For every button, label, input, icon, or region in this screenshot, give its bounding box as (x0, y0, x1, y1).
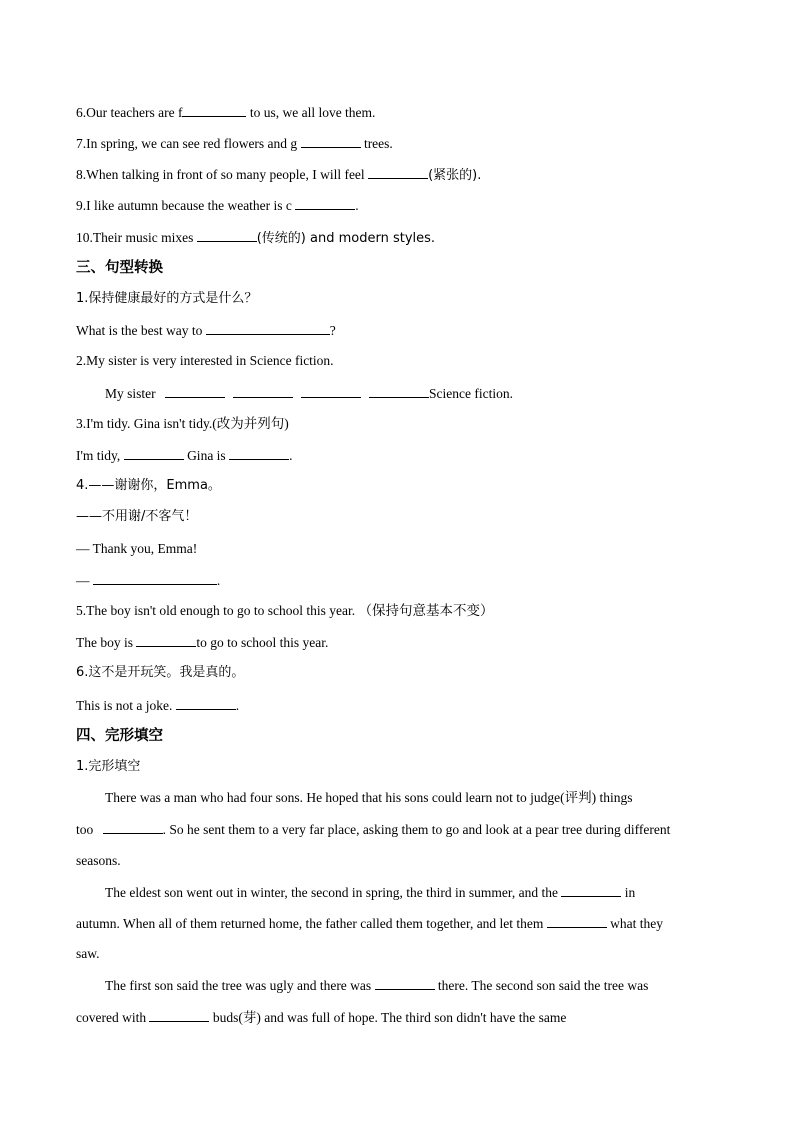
s3-q6-text-b: . (235, 698, 240, 713)
answer-blank[interactable] (295, 195, 355, 210)
answer-blank[interactable] (301, 383, 361, 398)
answer-blank[interactable] (176, 695, 236, 710)
q10-text-b: (传统的) and modern styles. (256, 231, 436, 246)
cloze-text: what they (606, 916, 664, 931)
answer-blank[interactable] (547, 913, 607, 928)
q6-text-a: 6.Our teachers are f (76, 105, 183, 120)
s3-q5-text-b: to go to school this year. (196, 635, 329, 650)
answer-blank[interactable] (369, 383, 429, 398)
answer-blank[interactable] (182, 102, 246, 117)
answer-blank[interactable] (206, 320, 330, 335)
cloze-text: . So he sent them to a very far place, asking them to go and look at a pear tree during different (162, 822, 671, 837)
cloze-text: covered with (76, 1010, 150, 1025)
answer-blank[interactable] (197, 227, 257, 242)
cloze-text: The eldest son went out in winter, the second in spring, the third in summer, and the (105, 885, 562, 900)
s3-q6-text-a: This is not a joke. (76, 698, 176, 713)
cloze-p1-line1: There was a man who had four sons. He hoped that his sons could learn not to judge(评判) things (105, 790, 633, 805)
s3-q3-text: 3.I'm tidy. Gina isn't tidy.(改为并列句) (76, 416, 289, 431)
fill-in-q6 (76, 102, 375, 123)
q6-text-b: to us, we all love them. (246, 105, 376, 120)
s3-q1-prompt: 1.保持健康最好的方式是什么？ (76, 291, 258, 306)
s3-q6-prompt: 6.这不是开玩笑。我是真的。 (76, 665, 245, 680)
s3-q2-prompt: 2.My sister is very interested in Science fiction. (76, 353, 334, 368)
q8-text-a: 8.When talking in front of so many people, I will feel (76, 167, 369, 182)
fill-in-q7 (76, 133, 393, 154)
s3-q3-prompt (76, 414, 289, 434)
fill-in-q10 (76, 227, 435, 249)
answer-blank[interactable] (124, 445, 184, 460)
s3-q1-text-b: ? (329, 323, 336, 338)
section3-heading: 三、句型转换 (76, 260, 163, 276)
cloze-text: there. The second son said the tree was (434, 978, 649, 993)
q8-text-b: (紧张的). (428, 168, 482, 183)
fill-in-q8 (76, 164, 481, 186)
cloze-text: The first son said the tree was ugly and there was (105, 978, 375, 993)
s3-q2-text-b: Science fiction. (429, 386, 513, 401)
cloze-p2-line1 (105, 882, 635, 903)
cloze-p1-line3: seasons. (76, 853, 121, 868)
cloze-p2-line2 (76, 913, 663, 934)
answer-blank[interactable] (229, 445, 289, 460)
s3-q3-text-b: Gina is (183, 448, 230, 463)
s3-q1-text-a: What is the best way to (76, 323, 206, 338)
answer-blank[interactable] (149, 1007, 209, 1022)
s3-q4-cn-line2: ——不用谢/不客气！ (76, 509, 198, 524)
s3-q1-line (76, 320, 336, 341)
s3-q4-en-line1: — Thank you, Emma! (76, 541, 198, 556)
s3-q2-line (105, 383, 513, 404)
answer-blank[interactable] (561, 882, 621, 897)
cloze-p1-line2 (76, 819, 670, 840)
s3-q3-text-c: . (289, 448, 293, 463)
answer-blank[interactable] (368, 164, 428, 179)
section4-heading: 四、完形填空 (76, 728, 163, 744)
cloze-p3-line2 (76, 1007, 566, 1028)
answer-blank[interactable] (136, 632, 196, 647)
answer-blank[interactable] (301, 133, 361, 148)
s3-q5-text-a: The boy is (76, 635, 137, 650)
answer-blank[interactable] (233, 383, 293, 398)
answer-blank[interactable] (375, 975, 435, 990)
q9-text-a: 9.I like autumn because the weather is c (76, 198, 296, 213)
s3-q4-en-line2 (76, 570, 220, 591)
s3-q4-text-b: . (216, 573, 221, 588)
q10-text-a: 10.Their music mixes (76, 230, 197, 245)
cloze-text: in (621, 885, 636, 900)
cloze-p3-line1 (105, 975, 648, 996)
s3-q5-prompt: 5.The boy isn't old enough to go to school this year. （保持句意基本不变） (76, 603, 494, 618)
q7-text-a: 7.In spring, we can see red flowers and g (76, 136, 301, 151)
q9-text-b: . (355, 198, 359, 213)
s3-q3-line (76, 445, 292, 466)
s3-q6-line (76, 695, 239, 716)
answer-blank[interactable] (103, 819, 163, 834)
cloze-text: buds(芽) and was full of hope. The third son didn't have the same (209, 1010, 567, 1025)
q7-text-b: trees. (360, 136, 393, 151)
cloze-p2-line3: saw. (76, 946, 100, 961)
s3-q4-text-a: — (76, 573, 93, 588)
s3-q4-cn-line1: 4.——谢谢你，Emma。 (76, 478, 221, 493)
s3-q3-text-a: I'm tidy, (76, 448, 124, 463)
s3-q5-line (76, 632, 328, 653)
answer-blank[interactable] (165, 383, 225, 398)
cloze-text: too (76, 822, 97, 837)
fill-in-q9 (76, 195, 359, 216)
answer-blank[interactable] (93, 570, 217, 585)
cloze-text: autumn. When all of them returned home, the father called them together, and let them (76, 916, 547, 931)
s4-subheading: 1.完形填空 (76, 759, 141, 774)
s3-q2-text-a: My sister (105, 386, 159, 401)
